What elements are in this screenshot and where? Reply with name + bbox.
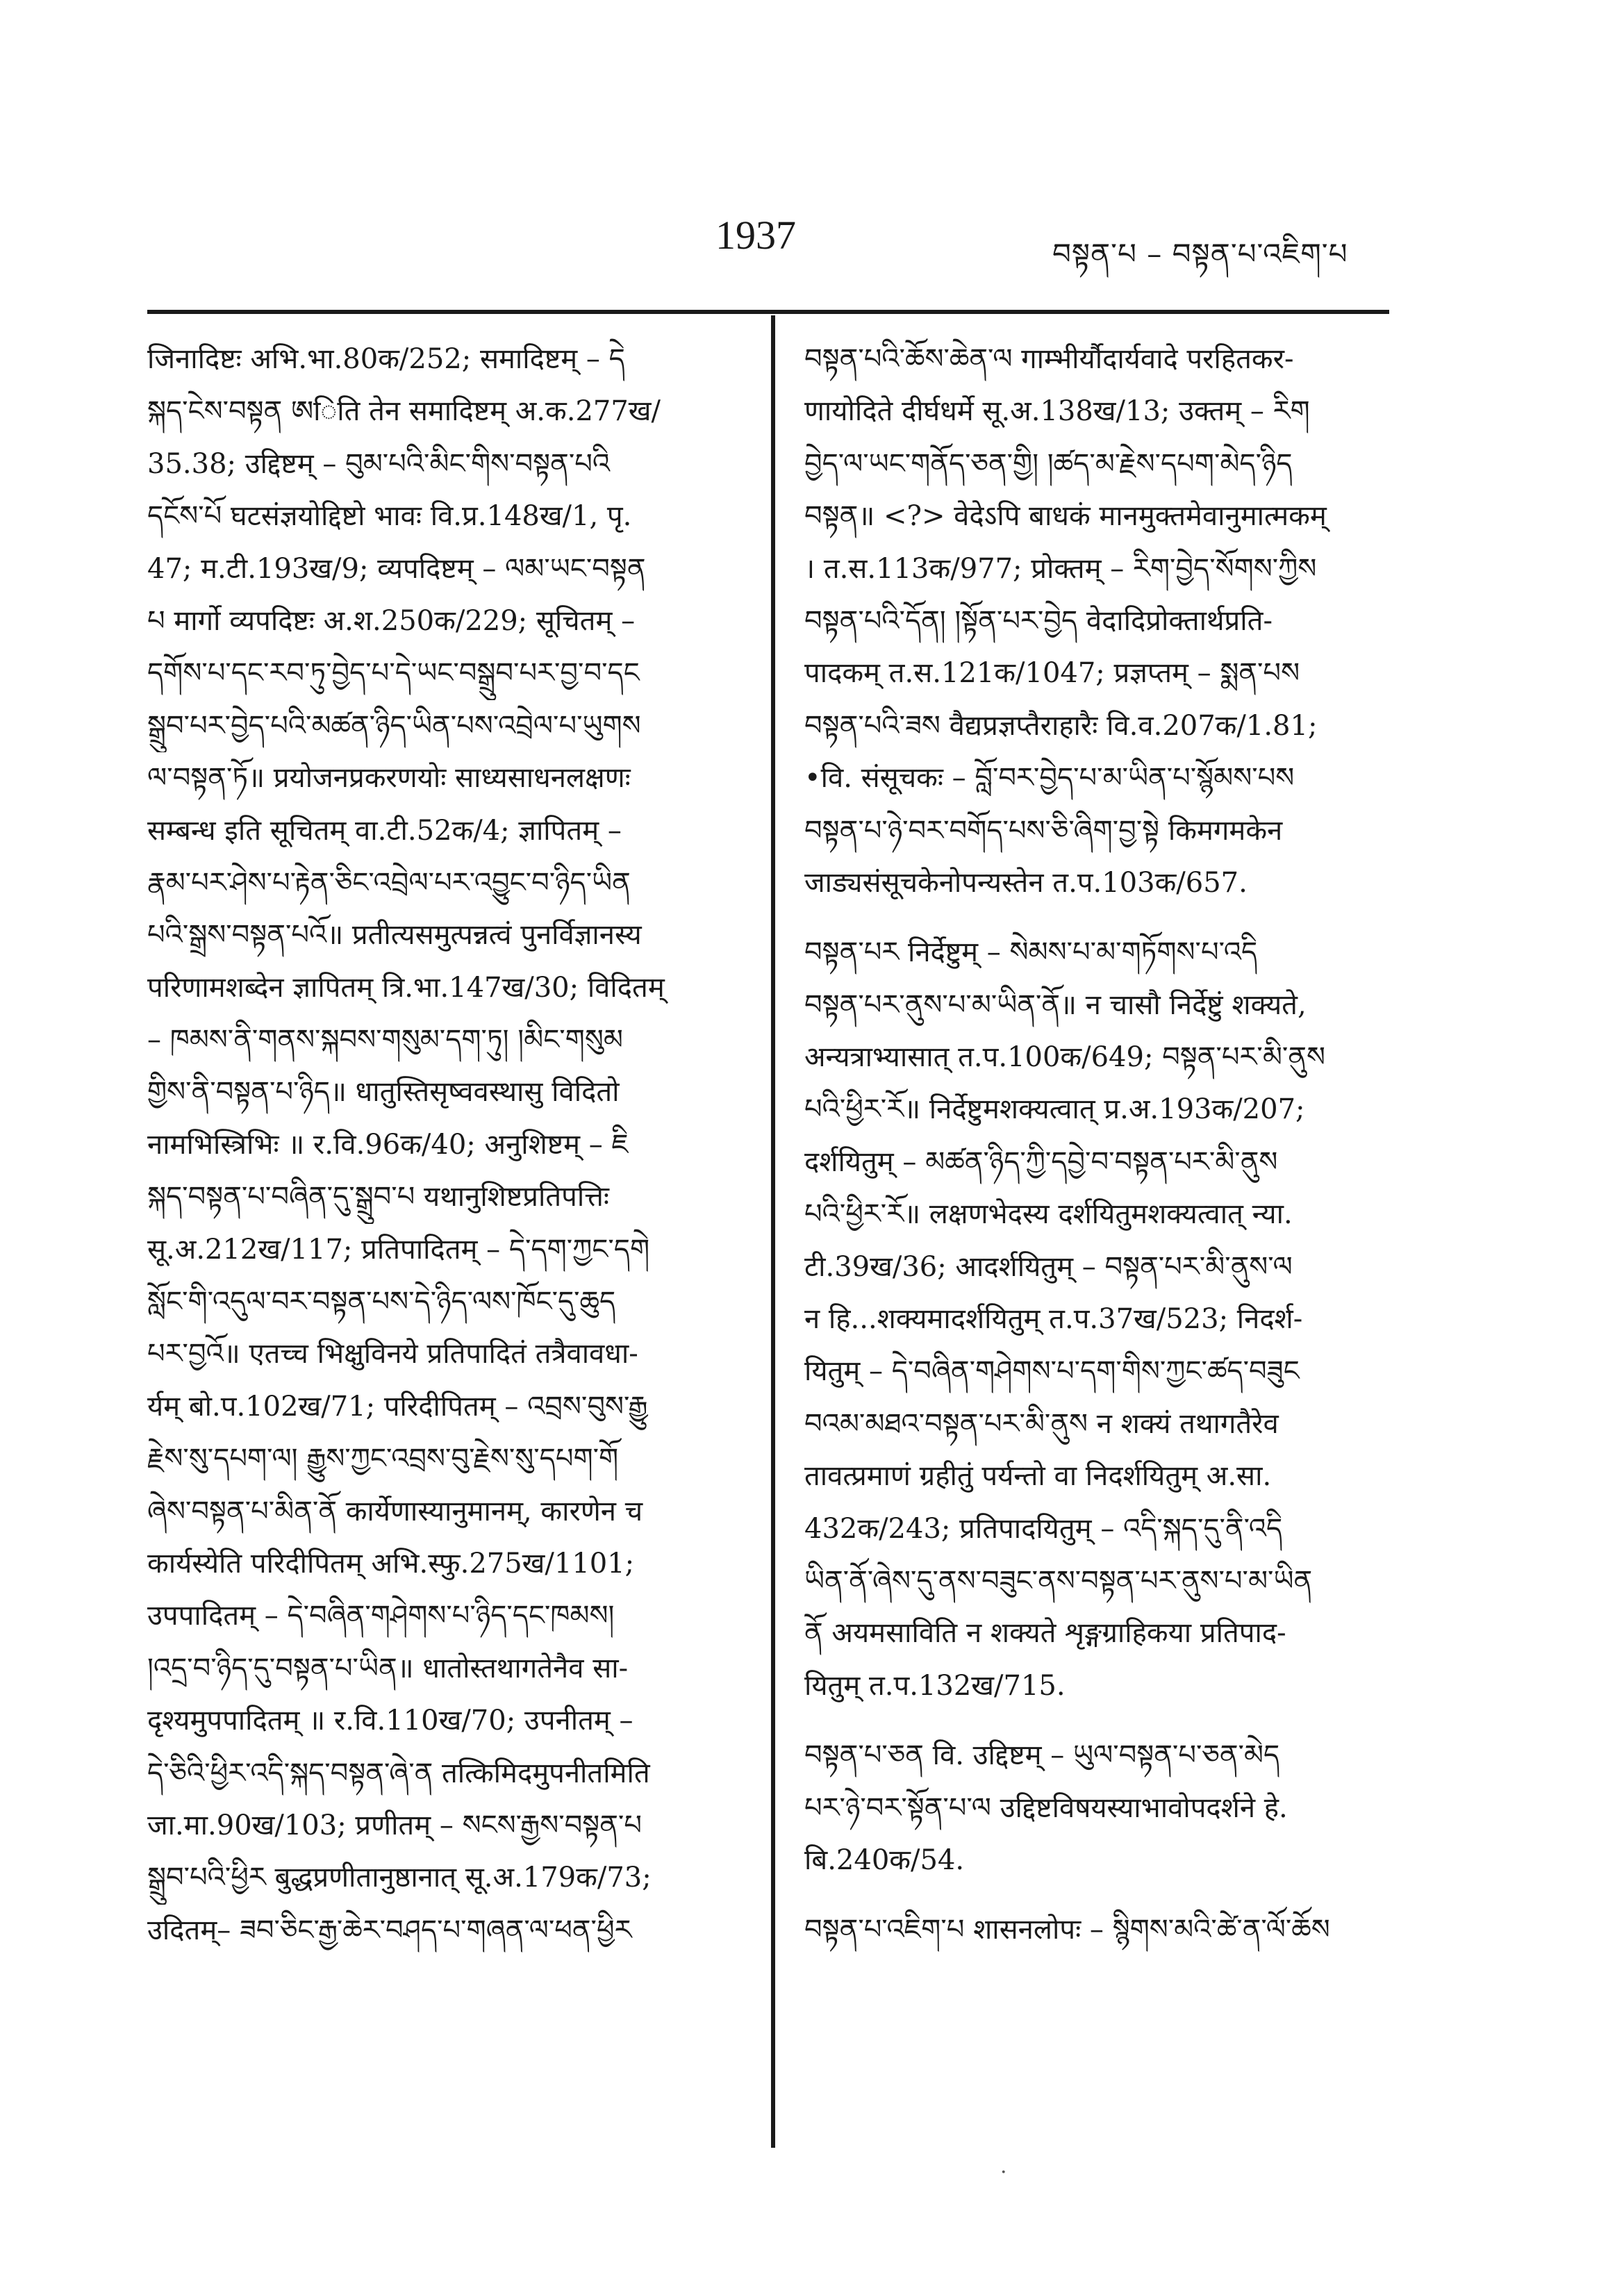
text-line: བའམ་མཐའ་བསྟན་པར་མི་ནུས न शक्यं तथागतैरेव <box>804 1407 1279 1440</box>
text-line: नामभिस्त्रिभिः ॥ र.वि.96क/40; अनुशिष्टम् – ཇི <box>147 1128 629 1161</box>
text-line: णायोदिते दीर्घधर्मे सू.अ.138ख/13; उक्तम् – རིག <box>804 395 1310 428</box>
text-line: པར་ཉེ་བར་སྟོན་པ་ལ उद्दिष्टविषयस्याभावोपदर्शने हे. <box>804 1791 1288 1824</box>
text-line: པའི་སྒྲས་བསྟན་པའོ॥ प्रतीत्यसमुत्पन्नत्वं पुनर्विज्ञानस्य <box>147 919 642 952</box>
text-line: སྐད་ངེས་བསྟན ཨिति तेन समादिष्टम् अ.क.277ख/ <box>147 395 661 428</box>
text-line: । त.स.113क/977; प्रोक्तम् – རིག་བྱེད་སོགས་ཀྱིས <box>804 552 1317 585</box>
text-line: टी.39ख/36; आदर्शयितुम् – བསྟན་པར་མི་ནུས་ལ <box>804 1250 1293 1283</box>
text-line: ནོ अयमसाविति न शक्यते शृङ्गग्राहिकया प्रतिपाद- <box>804 1617 1286 1650</box>
text-line: བསྟན་པ་འཇིག་པ शासनलोपः – སྙིགས་མའི་ཚེ་ན་ལོ་ཆོས <box>804 1914 1330 1946</box>
text-line: अन्यत्राभ्यासात् त.प.100क/649; བསྟན་པར་མི་ནུས <box>804 1041 1325 1074</box>
text-line: जा.मा.90ख/103; प्रणीतम् – སངས་རྒྱས་བསྟན་པ <box>147 1809 642 1841</box>
stray-mark: · <box>1000 2160 1007 2185</box>
text-line: र्यम् बो.प.102ख/71; परिदीपितम् – འབྲས་བུས་རྒྱུ <box>147 1390 648 1423</box>
text-line: གྱིས་ནི་བསྟན་པ་ཉིད॥ धातुस्तिसृष्ववस्थासु विदितो <box>147 1076 620 1109</box>
header-rule <box>147 310 1389 314</box>
text-line: कार्यस्येति परिदीपितम् अभि.स्फु.275ख/1101; <box>147 1547 635 1580</box>
column-divider <box>771 315 775 2148</box>
paragraph-gap <box>804 1887 1395 1904</box>
paragraph-gap <box>804 1712 1395 1730</box>
text-line: परिणामशब्देन ज्ञापितम् त्रि.भा.147ख/30; विदितम् <box>147 971 665 1004</box>
text-line: པར་བྱའོ॥ एतच्च भिक्षुविनये प्रतिपादितं तत्रैवावधा- <box>147 1338 638 1370</box>
text-line: རྣམ་པར་ཤེས་པ་རྟེན་ཅིང་འབྲེལ་པར་འབྱུང་བ་ཉིད་ཡིན <box>147 866 631 899</box>
text-line: ཞེས་བསྟན་པ་མིན་ནོ कार्येणास्यानुमानम्, कारणेन च <box>147 1495 643 1527</box>
left-column <box>147 333 752 1957</box>
text-line: •वि. संसूचकः – བློ་བར་བྱེད་པ་མ་ཡིན་པ་སྙོམས་པས <box>804 762 1295 795</box>
text-line: ལ་བསྟན་ཏོ॥ प्रयोजनप्रकरणयोः साध्यसाधनलक्षणः <box>147 762 631 795</box>
paragraph-gap <box>804 909 1395 927</box>
text-line: बि.240क/54. <box>804 1844 965 1876</box>
text-line: 35.38; उद्दिष्टम् – བུམ་པའི་མིང་གིས་བསྟན་པའི <box>147 447 611 480</box>
text-line: དངོས་པོ घटसंज्ञयोद्दिष्टो भावः वि.प्र.148ख/1, पृ. <box>147 500 632 533</box>
text-line: དགོས་པ་དང་རབ་ཏུ་བྱེད་པ་དེ་ཡང་བསྒྲུབ་པར་བྱ་བ་དང <box>147 657 640 690</box>
right-column <box>804 333 1395 1957</box>
text-line: སྐད་བསྟན་པ་བཞིན་དུ་སྒྲུབ་པ यथानुशिष्टप्रतिपत्तिः <box>147 1181 609 1214</box>
text-line: །འདྲ་བ་ཉིད་དུ་བསྟན་པ་ཡིན॥ धातोस्तथागतेनैव सा- <box>147 1652 629 1684</box>
text-line: उपपादितम् – དེ་བཞིན་གཤེགས་པ་ཉིད་དང་ཁམས། <box>147 1600 615 1632</box>
text-line: जाड्यसंसूचकेनोपन्यस्तेन त.प.103क/657. <box>804 866 1248 899</box>
text-line: བསྟན་པ་ཅན वि. उद्दिष्टम् – ཡུལ་བསྟན་པ་ཅན་མེད <box>804 1739 1280 1772</box>
text-line: – ཁམས་ནི་གནས་སྐབས་གསུམ་དག་ཏུ། །མིང་གསུམ <box>147 1024 623 1057</box>
text-line: दर्शयितुम् – མཚན་ཉིད་ཀྱི་དབྱེ་བ་བསྟན་པར་མི་ནུས <box>804 1145 1278 1178</box>
text-line: བསྟན་པར་ནུས་པ་མ་ཡིན་ནོ॥ न चासौ निर्देष्टुं शक्यते, <box>804 988 1307 1021</box>
text-line: ཡིན་ནོ་ཞེས་དུ་ནས་བཟུང་ནས་བསྟན་པར་ནུས་པ་མ་ཡིན <box>804 1564 1313 1597</box>
text-line: न हि...शक्यमादर्शयितुम् त.प.37ख/523; निदर्श- <box>804 1303 1303 1336</box>
text-line: བསྟན॥ <?> वेदेऽपि बाधकं मानमुक्तमेवानुमात्मकम् <box>804 500 1327 533</box>
page-number: 1937 <box>715 213 796 258</box>
text-line: དེ་ཅིའི་ཕྱིར་འདི་སྐད་བསྟན་ཞེ་ན तत्किमिदमुपनीतमिति <box>147 1757 650 1789</box>
text-line: བྱེད་ལ་ཡང་གནོད་ཅན་གྱི། །ཚད་མ་རྗེས་དཔག་མེད་ཉིད <box>804 447 1293 480</box>
text-line: རྗེས་སུ་དཔག་ལ། རྒྱུས་ཀྱང་འབྲས་བུ་རྗེས་སུ་དཔག་གོ <box>147 1443 619 1475</box>
text-line: पादकम् त.स.121क/1047; प्रज्ञप्तम् – སྨན་པས <box>804 657 1300 690</box>
text-line: जिनादिष्टः अभि.भा.80क/252; समादिष्टम् – དེ <box>147 343 625 375</box>
text-line: པའི་ཕྱིར་རོ॥ निर्देष्टुमशक्यत्वात् प्र.अ.193क/207; <box>804 1093 1305 1126</box>
text-line: सू.अ.212ख/117; प्रतिपादितम् – དེ་དག་ཀྱང་དགེ <box>147 1233 650 1266</box>
text-line: བསྟན་པ་ཉེ་བར་བགོད་པས་ཅི་ཞིག་བྱ་སྟེ किमगमकेन <box>804 814 1283 847</box>
text-line: यितुम् – དེ་བཞིན་གཤེགས་པ་དག་གིས་ཀྱང་ཚད་བཟུང <box>804 1355 1300 1388</box>
text-line: བསྟན་པའི་ཟས वैद्यप्रज्ञप्तैराहारैः वि.व.207क/1.81; <box>804 709 1318 742</box>
text-line: སྒྲུབ་པར་བྱེད་པའི་མཚན་ཉིད་ཡིན་པས་འབྲེལ་པ་ཡུགས <box>147 709 641 742</box>
running-head: བསྟན་པ – བསྟན་པ་འཇིག་པ <box>1052 237 1348 271</box>
text-line: བསྟན་པའི་ཆོས་ཆེན་ལ गाम्भीर्यौदार्यवादे परहितकर- <box>804 343 1294 375</box>
text-line: उदितम्– ཟབ་ཅིང་རྒྱ་ཆེར་བཤད་པ་གཞན་ལ་ཕན་ཕྱིར <box>147 1914 632 1946</box>
text-line: བསྟན་པར निर्देष्टुम् – སེམས་པ་མ་གཏོགས་པ་འདི <box>804 936 1258 969</box>
text-line: པའི་ཕྱིར་རོ॥ लक्षणभेदस्य दर्शयितुमशक्यत्वात् न्या. <box>804 1198 1293 1231</box>
text-line: तावत्प्रमाणं ग्रहीतुं पर्यन्तो वा निदर्शयितुम् अ.सा. <box>804 1460 1272 1493</box>
text-line: यितुम् त.प.132ख/715. <box>804 1669 1066 1702</box>
text-line: པ मार्गो व्यपदिष्टः अ.श.250क/229; सूचितम् – <box>147 604 636 637</box>
text-line: སྒྲུབ་པའི་ཕྱིར बुद्धप्रणीतानुष्ठानात् सू.अ.179क/73; <box>147 1862 652 1894</box>
text-line: 432क/243; प्रतिपादयितुम् – འདི་སྐད་དུ་ནི་འདི <box>804 1512 1283 1545</box>
text-line: བསྟན་པའི་དོན། །སྟོན་པར་བྱེད वेदादिप्रोक्तार्थप्रति- <box>804 604 1273 637</box>
text-line: दृश्यमुपपादितम् ॥ र.वि.110ख/70; उपनीतम् – <box>147 1705 633 1737</box>
text-line: 47; म.टी.193ख/9; व्यपदिष्टम् – ལམ་ཡང་བསྟན <box>147 552 646 585</box>
text-line: སློང་གི་འདུལ་བར་བསྟན་པས་དེ་ཉིད་ལས་ཁོང་དུ་ཆུད <box>147 1286 616 1318</box>
text-line: सम्बन्ध इति सूचितम् वा.टी.52क/4; ज्ञापितम् – <box>147 814 622 847</box>
